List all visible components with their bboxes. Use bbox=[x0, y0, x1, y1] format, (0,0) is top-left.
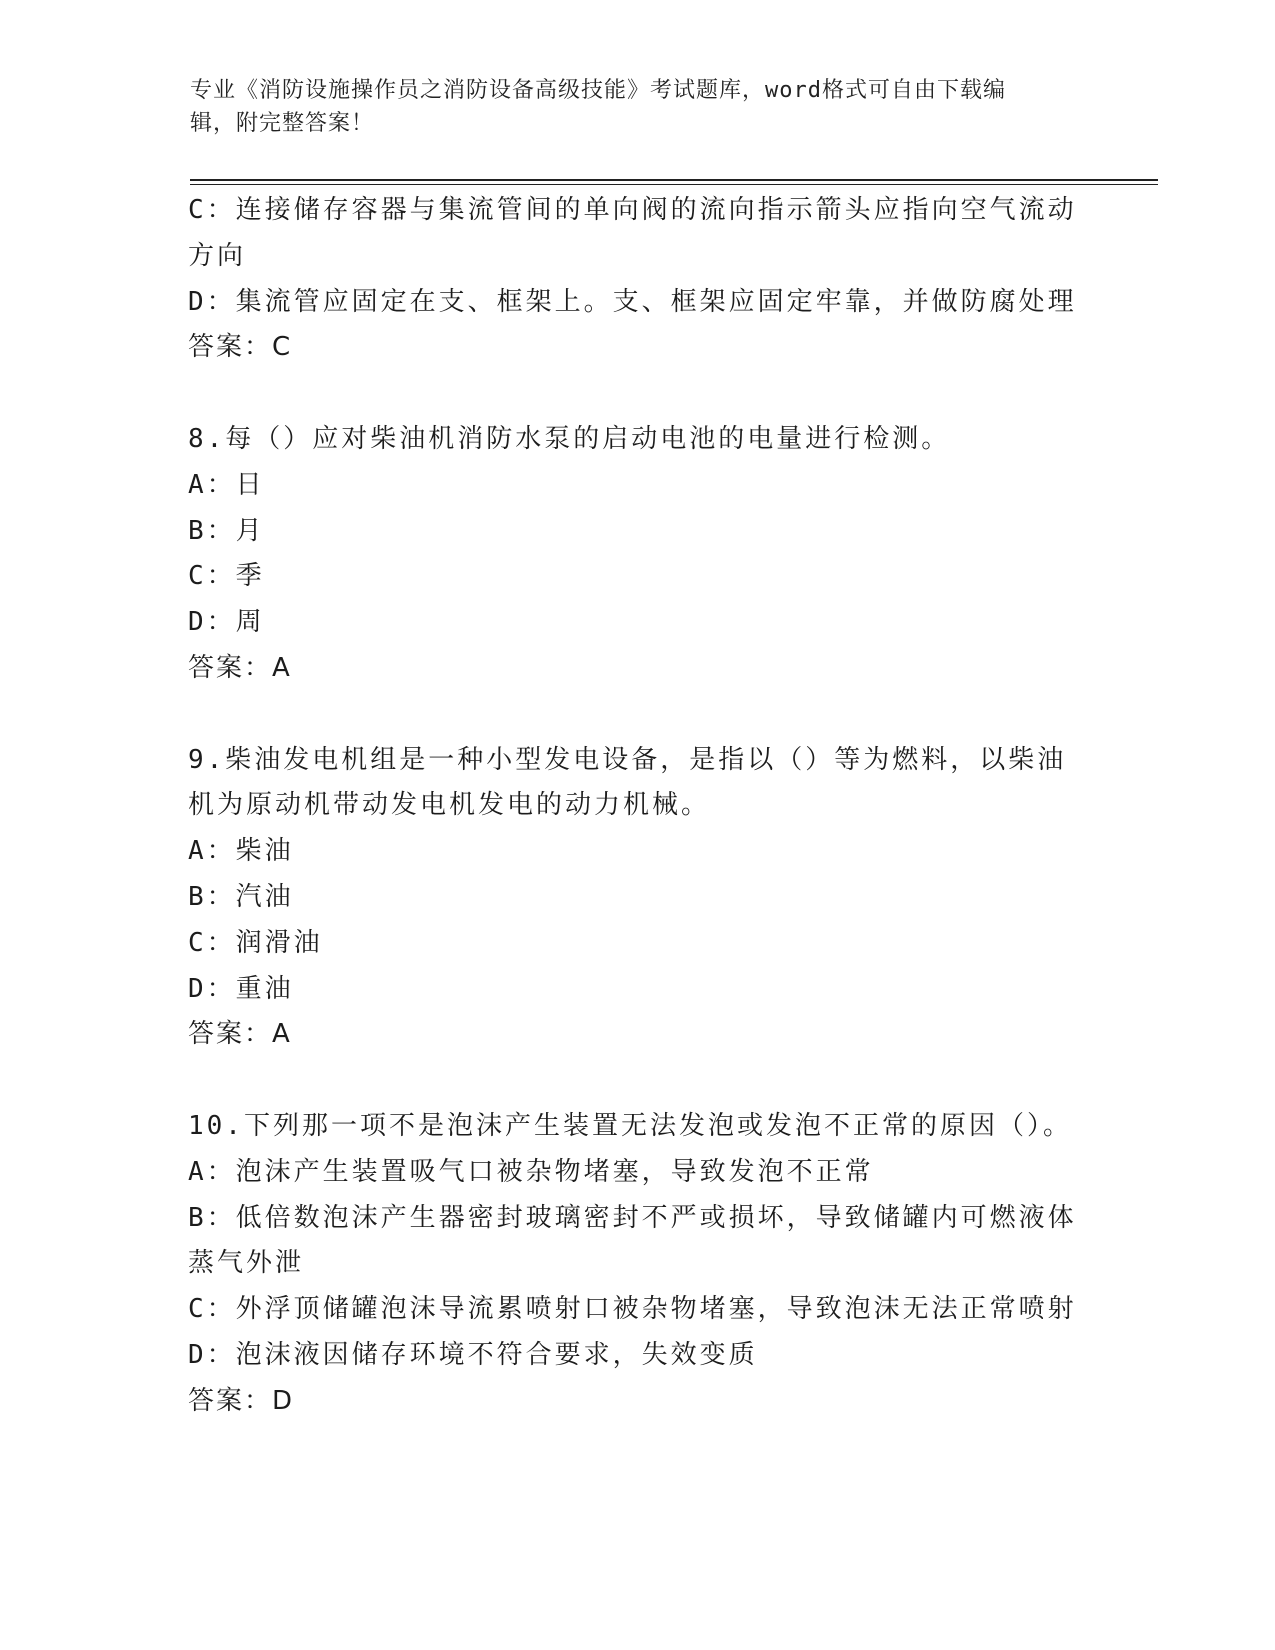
option-c-line-1: C：连接储存容器与集流管间的单向阀的流向指示箭头应指向空气流动 bbox=[188, 195, 1077, 225]
option-c: C：季 bbox=[188, 561, 265, 592]
question-stem: 8.每（）应对柴油机消防水泵的启动电池的电量进行检测。 bbox=[188, 423, 951, 454]
header-line-1: 专业《消防设施操作员之消防设备高级技能》考试题库，word格式可自由下载编 bbox=[190, 78, 1006, 103]
option-d: D：重油 bbox=[188, 973, 294, 1004]
option-c: C：外浮顶储罐泡沫导流累喷射口被杂物堵塞，导致泡沫无法正常喷射 bbox=[188, 1294, 1077, 1325]
option-c: C：润滑油 bbox=[188, 927, 323, 958]
option-b: B：月 bbox=[188, 515, 265, 546]
option-a: A：柴油 bbox=[188, 836, 294, 867]
answer: 答案：D bbox=[188, 1385, 295, 1416]
question-stem: 10.下列那一项不是泡沫产生装置无法发泡或发泡不正常的原因（）。 bbox=[188, 1110, 1072, 1141]
option-a: A：泡沫产生装置吸气口被杂物堵塞，导致发泡不正常 bbox=[188, 1156, 874, 1187]
header-divider-thick bbox=[190, 179, 1158, 181]
option-c-line-2: 方向 bbox=[188, 240, 247, 271]
document-body bbox=[188, 188, 1088, 1425]
question-stem-line-1: 9.柴油发电机组是一种小型发电设备，是指以（）等为燃料，以柴油 bbox=[188, 744, 1067, 775]
question-stem-line-2: 机为原动机带动发电机发电的动力机械。 bbox=[188, 790, 711, 821]
option-d: D：集流管应固定在支、框架上。支、框架应固定牢靠，并做防腐处理 bbox=[188, 286, 1077, 317]
option-b-line-2: 蒸气外泄 bbox=[188, 1248, 305, 1279]
spacer bbox=[188, 692, 1088, 738]
option-d: D：泡沫液因储存环境不符合要求，失效变质 bbox=[188, 1339, 758, 1370]
option-a: A：日 bbox=[188, 469, 265, 500]
option-b: B：汽油 bbox=[188, 881, 294, 912]
option-b-line-1: B：低倍数泡沫产生器密封玻璃密封不严或损坏，导致储罐内可燃液体 bbox=[188, 1202, 1077, 1233]
question-8 bbox=[188, 417, 1088, 692]
spacer bbox=[188, 1058, 1088, 1104]
option-d: D：周 bbox=[188, 607, 265, 638]
header-divider-thin bbox=[190, 184, 1158, 185]
answer: 答案：C bbox=[188, 332, 293, 363]
spacer bbox=[188, 371, 1088, 417]
question-9 bbox=[188, 738, 1088, 1059]
page-header bbox=[190, 74, 1090, 140]
answer: 答案：A bbox=[188, 1019, 292, 1050]
answer: 答案：A bbox=[188, 652, 292, 683]
question-10 bbox=[188, 1104, 1088, 1425]
question-7-continued bbox=[188, 188, 1088, 371]
header-line-2: 辑，附完整答案！ bbox=[190, 111, 375, 136]
